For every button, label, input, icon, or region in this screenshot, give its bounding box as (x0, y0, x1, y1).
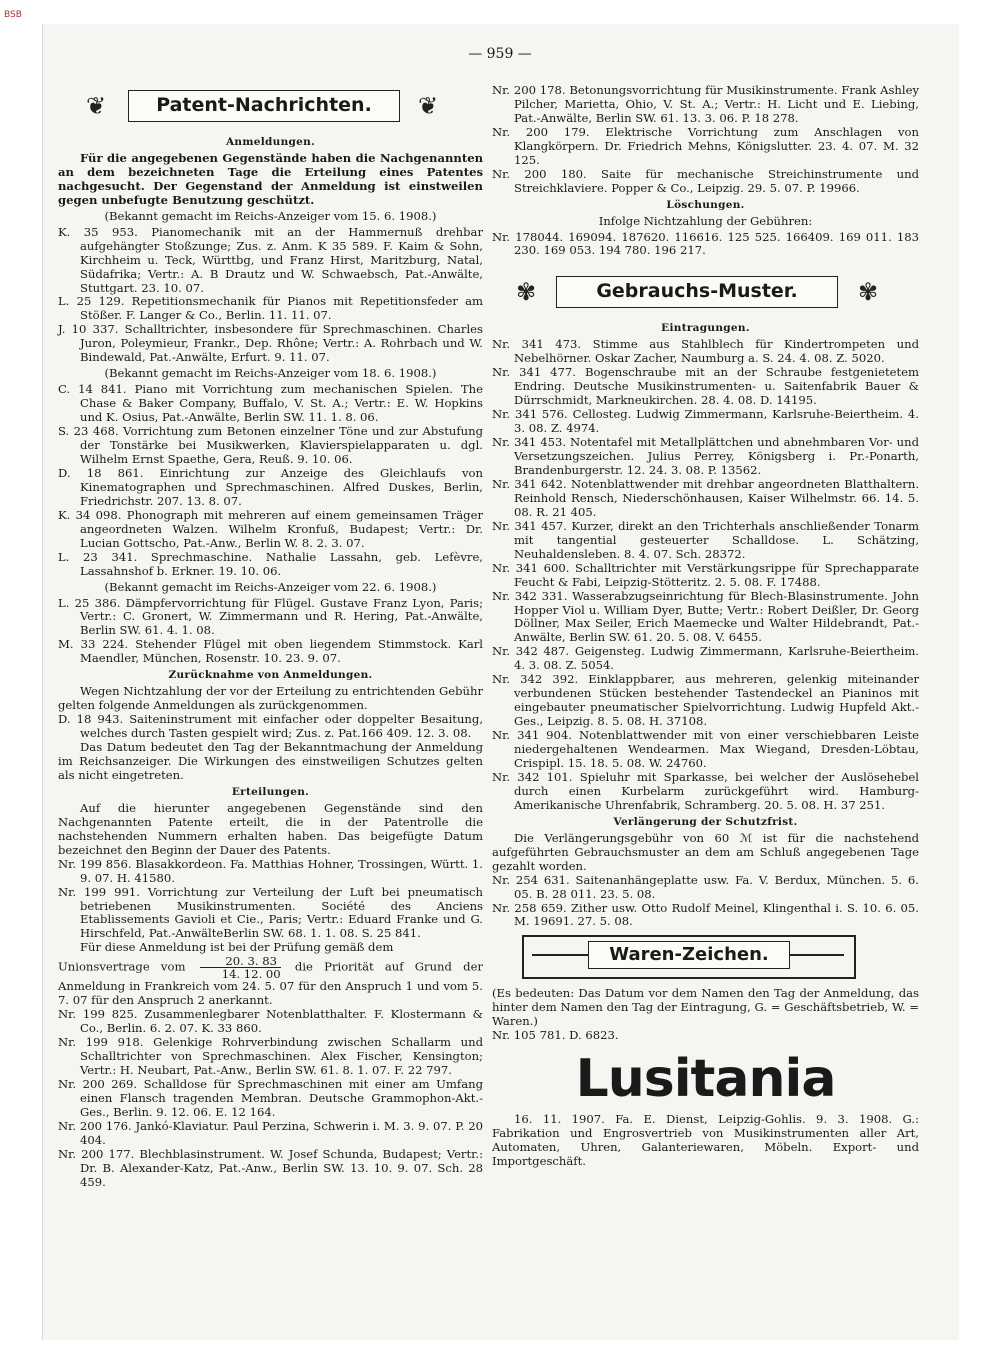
list-item: S. 23 468. Vorrichtung zum Betonen einzelner Töne und zur Abstufung der Tonstärke bei Musikwerken, Klavierspielapparaten u. dgl. Wilhelm Ernst Spaethe, Gera, Reuß. 9. 10. 06. (58, 424, 483, 466)
section-heading-anmeldungen: Anmeldungen. (225, 136, 316, 148)
list-item: Nr. 200 178. Betonungsvorrichtung für Musikinstrumente. Frank Ashley Pilcher, Marietta, Ohio, V. St. A.; Vertr.: H. Licht und E. Liebing, Pat.-Anwälte, Berlin SW. 61. 13. 3. 06. P. 18 278. (492, 83, 919, 125)
list-item: J. 10 337. Schalltrichter, insbesondere für Sprechmaschinen. Charles Juron, Poleymieur, Frankr., Dep. Rhône; Vertr.: A. Rohrbach und W. Bindewald, Pat.-Anwälte, Erfurt. 9. 11. 07. (58, 322, 483, 365)
gebrauchs-muster-banner (492, 272, 919, 314)
list-item: L. 25 129. Repetitionsmechanik für Pianos mit Repetitionsfeder am Stößer. F. Langer & Co., Berlin. 11. 11. 07. (58, 294, 483, 323)
section-heading-zuruecknahme: Zurücknahme von Anmeldungen. (168, 669, 373, 682)
list-item: Nr. 342 331. Wasserabzugseinrichtung für Blech-Blasinstrumente. John Hopper Viol u. William Dyer, Butte; Vertr.: Robert Deißler, Dr. Georg Döllner, Max Seiler, Erich Maemecke und Walter Hildebrandt, Pat.-Anwälte, Berlin SW. 61. 20. 5. 08. V. 6455. (492, 588, 919, 645)
list-item: Nr. 200 269. Schalldose für Sprechmaschinen mit einer am Umfang einen Flansch tragenden Membran. Deutsche Grammophon-Akt.-Ges., Berlin. 9. 12. 06. E. 12 164. (58, 1077, 483, 1119)
prio-text-3: die Priorität auf Grund der Anmeldung in Frankreich vom 24. 5. 07 für den Anspruch 1 und vom 5. 7. 07 für den Anspruch 2 anerkannt. (58, 959, 483, 1008)
ornament-left-icon: ✾ (515, 278, 537, 307)
fraction-denominator: 14. 12. 00 (221, 967, 281, 982)
section-heading-loeschungen: Löschungen. (666, 198, 745, 211)
verlaengerung-intro: Die Verlängerungsgebühr von 60 ℳ ist für die nachstehend aufgeführten Gebrauchsmuster an dem am Schluß angegebenen Tage gezahlt worden. (492, 830, 919, 873)
list-item: Nr. 199 825. Zusammenlegbarer Notenblatthalter. F. Klostermann & Co., Berlin. 6. 2. 07. K. 33 860. (58, 1007, 483, 1036)
list-item: Nr. 342 392. Einklappbarer, aus mehreren, gelenkig miteinander verbundenen Stücken bestehender Tastendeckel an Pianinos mit eingebauter pneumatischer Spielvorrichtung. Ludwig Hupfeld Akt.-Ges., Leipzig. 8. 5. 08. H. 37108. (492, 672, 919, 729)
banner-title: Waren-Zeichen. (588, 941, 790, 969)
list-item: Nr. 341 600. Schalltrichter mit Verstärkungsrippe für Sprechapparate Feucht & Fabi, Leipzig-Stötteritz. 2. 5. 08. F. 17488. (492, 560, 919, 589)
right-column (492, 84, 919, 1169)
list-item: Nr. 341 904. Notenblattwender mit von einer verschiebbaren Leiste niedergehaltenen Wendearmen. Max Wiegand, Dresden-Löbtau, Crispipl. 15. 18. 5. 08. W. 24760. (492, 728, 919, 770)
list-item: Nr. 342 101. Spieluhr mit Sparkasse, bei welcher der Auslösehebel durch einen Kurbelarm zurückgeführt wird. Hamburg-Amerikanische Uhrenfabrik, Schramberg. 20. 5. 08. H. 37 251. (492, 769, 919, 812)
prioritaet-paragraph (58, 941, 483, 1008)
fraction-numerator: 20. 3. 83 (200, 955, 281, 968)
banner-title: Patent-Nachrichten. (128, 90, 400, 122)
library-watermark: BSB (4, 10, 22, 20)
banner-title: Gebrauchs-Muster. (556, 276, 838, 308)
list-item: C. 14 841. Piano mit Vorrichtung zum mechanischen Spielen. The Chase & Baker Company, Buffalo, V. St. A.; Vertr.: E. W. Hopkins und K. Osius, Pat.-Anwälte, Berlin SW. 11. 1. 8. 06. (58, 382, 483, 425)
list-item: Nr. 341 642. Notenblattwender mit drehbar angeordneten Blatthaltern. Reinhold Rensch, Niederschönhausen, Kaiser Wilhelmstr. 66. 14. 5. 08. R. 21 405. (492, 476, 919, 519)
list-item: Nr. 199 918. Gelenkige Rohrverbindung zwischen Schallarm und Schalltrichter von Sprechmaschinen. Alex Fischer, Kensington; Vertr.: H. Neubart, Pat.-Anw., Berlin SW. 61. 8. 1. 07. F. 22 797. (58, 1035, 483, 1078)
section-heading-eintragungen: Eintragungen. (661, 322, 750, 335)
list-item: Nr. 342 487. Geigensteg. Ludwig Zimmermann, Karlsruhe-Beiertheim. 4. 3. 08. Z. 5054. (492, 644, 919, 673)
section-heading-verlaengerung: Verlängerung der Schutzfrist. (613, 815, 798, 828)
waren-zeichen-intro: (Es bedeuten: Das Datum vor dem Namen den Tag der Anmeldung, das hinter dem Namen den Tag der Eintragung, G. = Geschäftsbetrieb, W. = Waren.) (492, 986, 919, 1029)
list-item: Nr. 341 453. Notentafel mit Metallplättchen und abnehmbaren Vor- und Versetzungszeichen. Julius Perrey, Königsberg i. Pr.-Ponarth, Brandenburgerstr. 12. 24. 3. 08. P. 13562. (492, 435, 919, 477)
section-heading-erteilungen: Erteilungen. (231, 785, 310, 798)
list-item: Nr. 199 991. Vorrichtung zur Verteilung der Luft bei pneumatisch betriebenen Musikinstrumenten. Société des Anciens Etablissements Gavioli et Cie., Paris; Vertr.: Eduard Franke und G. Hirschfeld, Pat.-AnwälteBerlin SW. 68. 1. 1. 08. S. 25 841. (58, 884, 483, 941)
date-fraction (200, 955, 281, 980)
intro-paragraph: Für die angegebenen Gegenstände haben die Nachgenannten an dem bezeichneten Tage die Erteilung eines Patentes nachgesucht. Der Gegenstand der Anmeldung ist einstweilen gegen unbefugte Benutzung geschützt. (58, 150, 483, 207)
list-item: D. 18 861. Einrichtung zur Anzeige des Gleichlaufs von Kinematographen und Sprechmaschinen. Alfred Duskes, Berlin, Friedrichstr. 207. 13. 8. 07. (58, 465, 483, 508)
loeschungen-intro: Infolge Nichtzahlung der Gebühren: (598, 213, 813, 228)
page-number: — 959 — (468, 46, 532, 62)
list-item: L. 25 386. Dämpfervorrichtung für Flügel. Gustave Franz Lyon, Paris; Vertr.: C. Gronert, W. Zimmermann und R. Hering, Pat.-Anwälte, Berlin SW. 61. 4. 1. 08. (58, 595, 483, 638)
list-item: Nr. 341 477. Bogenschraube mit an der Schraube festgenietetem Endring. Deutsche Musikinstrumenten- u. Saitenfabrik Bauer & Dürrschmidt, Markneukirchen. 28. 4. 08. D. 14195. (492, 365, 919, 408)
list-item: D. 18 943. Saiteninstrument mit einfacher oder doppelter Besaitung, welches durch Tasten gespielt wird; Zus. z. Pat.166 409. 12. 3. 08. (58, 712, 483, 741)
list-item: K. 34 098. Phonograph mit mehreren auf einem gemeinsamen Träger angeordneten Walzen. Wilhelm Kronfuß, Budapest; Vertr.: Dr. Lucian Gottscho, Pat.-Anw., Berlin W. 8. 2. 3. 07. (58, 507, 483, 550)
waren-zeichen-number: Nr. 105 781. D. 6823. (492, 1028, 619, 1043)
ornament-right-icon: ❦ (417, 92, 439, 120)
prio-text-1: Für diese Anmeldung ist bei der Prüfung gemäß dem (80, 940, 394, 955)
zuruecknahme-note: Das Datum bedeutet den Tag der Bekanntmachung der Anmeldung im Reichsanzeiger. Die Wirkungen des einstweiligen Schutzes gelten als nicht eingetreten. (58, 740, 483, 782)
banner-rule-left (532, 954, 588, 956)
list-item: Nr. 341 473. Stimme aus Stahlblech für Kindertrompeten und Nebelhörner. Oskar Zacher, Naumburg a. S. 24. 4. 08. Z. 5020. (492, 337, 919, 366)
list-item: Nr. 200 180. Saite für mechanische Streichinstrumente und Streichklaviere. Popper & Co., Leipzig. 29. 5. 07. P. 19966. (492, 166, 919, 195)
prio-text-2: Unionsvertrage vom (58, 959, 186, 974)
list-item: Nr. 258 659. Zither usw. Otto Rudolf Meinel, Klingenthal i. S. 10. 6. 05. M. 19691. 27. 5. 08. (492, 900, 919, 929)
list-item: K. 35 953. Pianomechanik mit an der Hammernuß drehbar aufgehängter Stoßzunge; Zus. z. Anm. K 35 589. F. Kaim & Sohn, Kirchheim u. Teck, Württbg, und Franz Hirst, Maritzburg, Natal, Südafrika; Vertr.: A. B Drautz und W. Schwaebsch, Pat.-Anwälte, Stuttgart. 23. 10. 07. (58, 224, 483, 295)
list-item: Nr. 200 176. Jankó-Klaviatur. Paul Perzina, Schwerin i. M. 3. 9. 07. P. 20 404. (58, 1118, 483, 1147)
patent-nachrichten-banner (58, 86, 483, 128)
list-item: Nr. 254 631. Saitenanhängeplatte usw. Fa. V. Berdux, München. 5. 6. 05. B. 28 011. 23. 5. 08. (492, 872, 919, 901)
bekannt-line: (Bekannt gemacht im Reichs-Anzeiger vom 15. 6. 1908.) (104, 208, 437, 223)
banner-rule-right (788, 954, 844, 956)
list-item: Nr. 199 856. Blasakkordeon. Fa. Matthias Hohner, Trossingen, Württ. 1. 9. 07. H. 41580. (58, 856, 483, 885)
list-item: Nr. 200 177. Blechblasinstrument. W. Josef Schunda, Budapest; Vertr.: Dr. B. Alexander-Katz, Pat.-Anw., Berlin SW. 13. 10. 9. 07. Sch. 28 459. (58, 1146, 483, 1189)
waren-zeichen-banner (492, 935, 919, 981)
lusitania-trademark-logo: Lusitania (575, 1049, 836, 1110)
ornament-left-icon: ❦ (85, 92, 107, 120)
list-item: L. 23 341. Sprechmaschine. Nathalie Lassahn, geb. Lefèvre, Lassahnshof b. Erkner. 19. 10. 06. (58, 549, 483, 578)
list-item: Nr. 341 576. Cellosteg. Ludwig Zimmermann, Karlsruhe-Beiertheim. 4. 3. 08. Z. 4974. (492, 407, 919, 436)
ornament-right-icon: ✾ (857, 278, 879, 307)
list-item: M. 33 224. Stehender Flügel mit oben liegendem Stimmstock. Karl Maendler, München, Rosenstr. 10. 23. 9. 07. (58, 637, 483, 666)
bekannt-line: (Bekannt gemacht im Reichs-Anzeiger vom 18. 6. 1908.) (104, 366, 437, 381)
bekannt-line: (Bekannt gemacht im Reichs-Anzeiger vom 22. 6. 1908.) (104, 579, 437, 594)
list-item: Nr. 200 179. Elektrische Vorrichtung zum Anschlagen von Klangkörpern. Dr. Friedrich Mehns, Königslutter. 23. 4. 07. M. 32 125. (492, 124, 919, 167)
list-item: Nr. 178044. 169094. 187620. 116616. 125 525. 166409. 169 011. 183 230. 169 053. 194 780. 196 217. (492, 229, 919, 258)
list-item: Nr. 341 457. Kurzer, direkt an den Trichterhals anschließender Tonarm mit tangential gesteuerter Schalldose. L. Schätzing, Neuhaldensleben. 8. 4. 07. Sch. 28372. (492, 518, 919, 561)
zuruecknahme-intro: Wegen Nichtzahlung der vor der Erteilung zu entrichtenden Gebühr gelten folgende Anmeldungen als zurückgenommen. (58, 684, 483, 713)
left-column (58, 82, 483, 1190)
erteilungen-intro: Auf die hierunter angegebenen Gegenstände sind den Nachgenannten Patente erteilt, die in der Patentrolle die nachstehenden Nummern erhalten haben. Das beigefügte Datum bezeichnet den Beginn der Dauer des Patents. (58, 800, 483, 857)
waren-zeichen-entry: 16. 11. 1907. Fa. E. Dienst, Leipzig-Gohlis. 9. 3. 1908. G.: Fabrikation und Engrosvertrieb von Musikinstrumenten aller Art, Automaten, Uhren, Galanteriewaren, Möbeln. Export- und Importgeschäft. (492, 1112, 919, 1169)
